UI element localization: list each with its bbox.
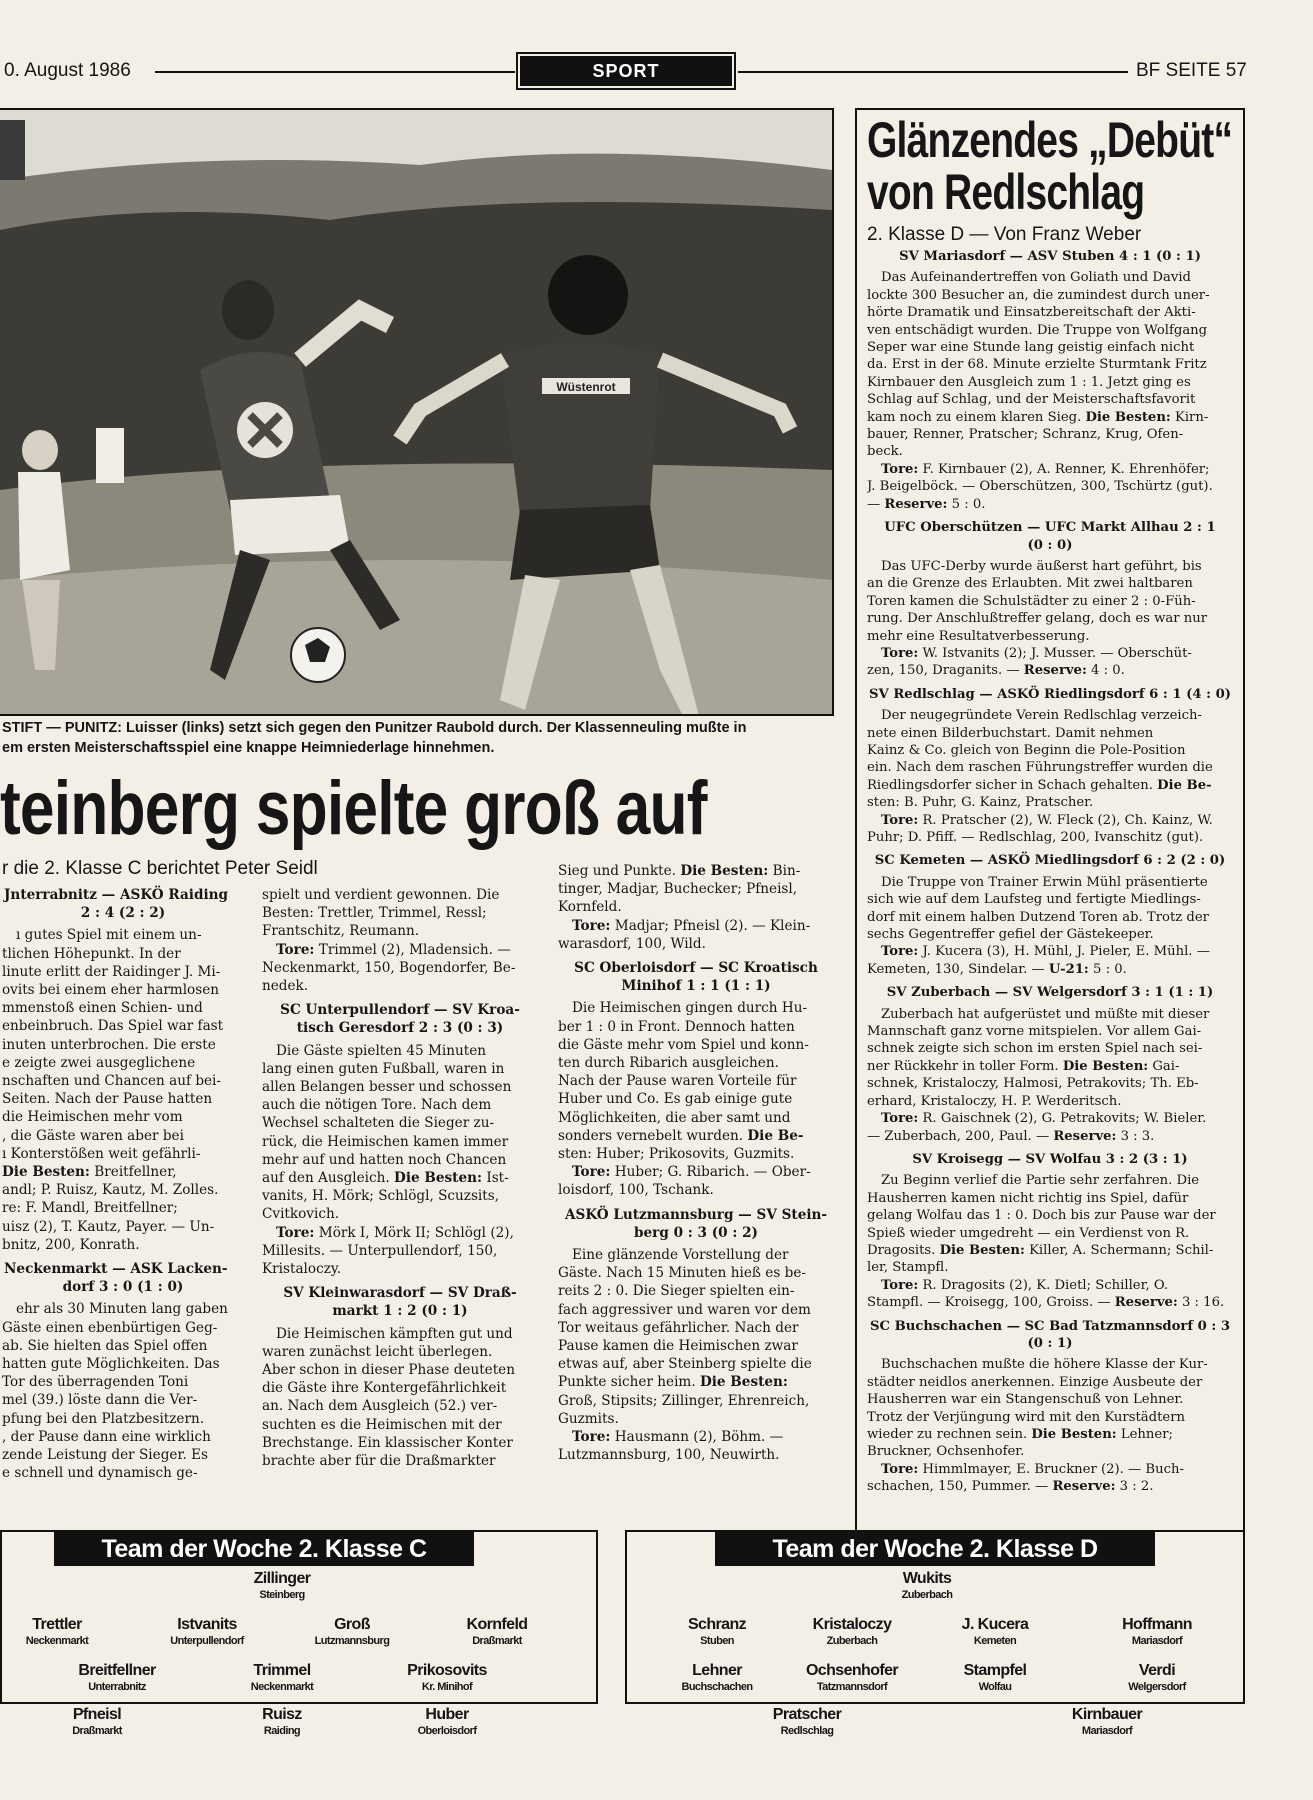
text-line: sonders vernebelt wurden. Die Be- [558, 1127, 804, 1144]
text-line: bnitz, 200, Konrath. [2, 1236, 140, 1253]
text-line: an. Nach dem Ausgleich (52.) ver- [262, 1398, 498, 1415]
text-line: wieder zu rechnen sein. Die Besten: Lehner; [867, 1427, 1173, 1442]
team-player [22, 1706, 172, 1737]
match-report [262, 886, 538, 995]
team-of-week-d [625, 1530, 1245, 1737]
text-line: sten: B. Puhr, G. Kainz, Pratscher. [867, 795, 1094, 811]
text-line: loisdorf, 100, Tschank. [558, 1182, 714, 1199]
text-line: schnek zeigte sich schon im ersten Spiel nach sei- [867, 1041, 1203, 1057]
text-line: lang einen guten Fußball, waren in [262, 1060, 505, 1077]
text-line: — Zuberbach, 200, Paul. — Reserve: 3 : 3. [867, 1128, 1155, 1144]
match-report [867, 874, 1233, 978]
team-of-week-c [0, 1530, 598, 1737]
text-line: allen Belangen besser und schossen [262, 1079, 512, 1096]
article-d-headline [867, 114, 1232, 218]
text-line: ven entschädigt wurden. Die Truppe von Wolfgang [867, 322, 1208, 338]
text-line: Mannschaft ganz vorne mitspielen. Vor allem Gai- [867, 1024, 1202, 1040]
match-heading: Jnterrabnitz — ASKÖ Raiding 2 : 4 (2 : 2) [4, 887, 229, 922]
photo-caption-line2: em ersten Meisterschaftsspiel eine knappe Heimniederlage hinnehmen. [2, 740, 495, 756]
text-line: Tore: J. Kucera (3), H. Mühl, J. Pieler, E. Mühl. — [881, 944, 1210, 960]
text-line: uisz (2), T. Kautz, Payer. — Un- [2, 1218, 215, 1235]
headline-line: Glänzendes „Debüt“ [867, 112, 1233, 168]
text-line: kam noch zu einem klaren Sieg. Die Besten: Kirn- [867, 409, 1209, 425]
text-line: Punkte sicher heim. Die Besten: [558, 1374, 788, 1391]
text-line: Millesits. — Unterpullendorf, 150, [262, 1242, 498, 1259]
match-report [867, 707, 1233, 846]
text-line: Tore: R. Pratscher (2), W. Fleck (2), Ch. Kainz, W. [881, 812, 1213, 828]
text-line: Cvitkovich. [262, 1206, 340, 1223]
text-line: Eine glänzende Vorstellung der [572, 1247, 789, 1264]
text-line: Spieß wieder umgedreht — ein Verdienst von R. [867, 1225, 1190, 1241]
text-line: ehr als 30 Minuten lang gaben [16, 1301, 228, 1318]
header-rule-right [738, 71, 1128, 73]
text-line: Dragosits. Die Besten: Killer, A. Schermann; Schil- [867, 1242, 1214, 1258]
text-line: Toren kamen die Schulstädter zu einer 2 : 0-Füh- [867, 593, 1196, 609]
player-club: Stuben [700, 1635, 734, 1647]
text-line: Guzmits. [558, 1410, 619, 1427]
team-player [372, 1662, 522, 1693]
team-player [277, 1616, 427, 1647]
text-line: Die Besten: Breitfellner, [2, 1164, 177, 1181]
text-line: ber 1 : 0 in Front. Dennoch hatten [558, 1018, 795, 1035]
text-line: Trotz der Verjüngung wird mit den Kurstädtern [867, 1409, 1185, 1425]
match-heading: SV Redlschlag — ASKÖ Riedlingsdorf 6 : 1 (4 : 0) [869, 686, 1231, 702]
text-line: Möglichkeiten, die aber samt und [558, 1109, 791, 1126]
text-line: Tore: W. Istvanits (2); J. Musser. — Oberschüt- [881, 645, 1192, 661]
team-player [207, 1662, 357, 1693]
headline-line: von Redlschlag [867, 164, 1145, 220]
player-club: Unterrabnitz [88, 1681, 146, 1693]
match-report [262, 1042, 538, 1279]
match-heading: SC Unterpullendorf — SV Kroa- tisch Geresdorf 2 : 3 (0 : 3) [280, 1002, 520, 1037]
text-line: Hausherren war ein Stangenschuß von Lehner. [867, 1392, 1184, 1408]
text-line: pfung bei den Platzbesitzern. [2, 1410, 205, 1427]
text-line: da. Erst in der 68. Minute erzielte Sturmtank Fritz [867, 357, 1207, 373]
player-club: Draßmarkt [472, 1635, 522, 1647]
player-club: Tatzmannsdorf [816, 1681, 888, 1693]
player-name: J. Kucera [961, 1616, 1029, 1633]
text-line: nschaften und Chancen auf bei- [2, 1073, 222, 1090]
player-name: Wukits [902, 1570, 952, 1587]
team-player [42, 1662, 192, 1693]
text-line: Schlag auf Schlag, und der Meisterschaftsfavorit [867, 392, 1196, 408]
text-line: auch die nötigen Tore. Nach dem [262, 1097, 492, 1114]
text-line: Tore: R. Dragosits (2), K. Dietl; Schiller, O. [881, 1277, 1169, 1293]
text-line: Die Heimischen kämpften gut und [276, 1325, 513, 1342]
match-heading: ASKÖ Lutzmannsburg — SV Stein- berg 0 : 3 (0 : 2) [564, 1206, 828, 1241]
player-name: Lehner [692, 1662, 742, 1679]
text-line: Kemeten, 130, Sindelar. — U-21: 5 : 0. [867, 961, 1127, 977]
text-line: sten: Huber; Prikosovits, Guzmits. [558, 1146, 795, 1163]
text-line: Kristaloczy. [262, 1261, 342, 1278]
text-line: ein. Nach dem raschen Führungstreffer wurden die [867, 760, 1213, 776]
text-line: re: F. Mandl, Breitfellner; [2, 1200, 178, 1217]
match-report [558, 1246, 834, 1464]
text-line: ovits bei einem eher harmlosen [2, 982, 220, 999]
match-report [2, 1300, 242, 1482]
text-line: suchten es die Heimischen mit der [262, 1416, 502, 1433]
text-line: ner Rückkehr in toller Form. Die Besten: Gai- [867, 1058, 1180, 1074]
text-line: Der neugegründete Verein Redlschlag verzeich- [881, 708, 1202, 724]
text-line: mel (39.) löste dann die Ver- [2, 1392, 198, 1409]
player-name: Kristaloczy [812, 1616, 892, 1633]
text-line: , der Pause dann eine wirklich [2, 1428, 211, 1445]
text-line: brachte aber für die Draßmarkter [262, 1453, 496, 1470]
text-line: Kirnbauer den Ausgleich zum 1 : 1. Jetzt ging es [867, 374, 1191, 390]
player-club: Zuberbach [901, 1589, 953, 1601]
text-line: , die Gäste waren aber bei [2, 1127, 184, 1144]
text-line: e schnell und dynamisch ge- [2, 1465, 198, 1482]
text-line: Die Truppe von Trainer Erwin Mühl präsentierte [881, 874, 1208, 890]
text-line: vanits, H. Mörk; Schlögl, Scuzsits, [262, 1188, 500, 1205]
team-player [132, 1616, 282, 1647]
player-club: Redlschlag [780, 1725, 834, 1737]
article-c-column-3 [558, 862, 834, 1465]
page-number: BF SEITE 57 [1136, 60, 1247, 81]
text-line: — Reserve: 5 : 0. [867, 496, 986, 512]
article-d-column [867, 246, 1233, 1496]
match-heading: UFC Oberschützen — UFC Markt Allhau 2 : 1 (0 : 0) [884, 520, 1216, 553]
player-club: Draßmarkt [72, 1725, 122, 1737]
match-report [867, 1172, 1233, 1311]
text-line: Sieg und Punkte. Die Besten: Bin- [558, 863, 801, 879]
text-line: etwas auf, aber Steinberg spielte die [558, 1356, 812, 1373]
text-line: warasdorf, 100, Wild. [558, 935, 706, 952]
match-heading: SV Kleinwarasdorf — SV Draß- markt 1 : 2 (0 : 1) [283, 1285, 517, 1320]
match-heading: SV Zuberbach — SV Welgersdorf 3 : 1 (1 : 1) [886, 985, 1214, 1001]
player-club: Oberloisdorf [417, 1725, 477, 1737]
shirt-sponsor: Wüstenrot [556, 380, 616, 394]
text-line: die Gäste ihre Kontergefährlichkeit [262, 1380, 507, 1397]
player-name: Trimmel [253, 1662, 311, 1679]
text-line: mmenstoß einen Schien- und [2, 1000, 203, 1017]
player-name: Stampfel [963, 1662, 1027, 1679]
article-c-headline: teinberg spielte groß auf [0, 766, 707, 851]
text-line: J. Beigelböck. — Oberschützen, 300, Tschürtz (gut). [867, 479, 1213, 495]
text-line: Brechstange. Ein klassischer Konter [262, 1434, 513, 1451]
team-player [372, 1706, 522, 1737]
text-line: Tore: R. Gaischnek (2), G. Petrakovits; W. Bieler. [881, 1111, 1207, 1127]
match-report [558, 862, 834, 953]
header-rule-left [155, 71, 515, 73]
article-c-column-2 [262, 886, 538, 1470]
player-name: Schranz [687, 1616, 747, 1633]
match-report [262, 1325, 538, 1471]
text-line: Tor des überragenden Toni [2, 1374, 189, 1391]
text-line: Kainz & Co. gleich von Beginn die Pole-Position [867, 742, 1186, 758]
text-line: Tore: F. Kirnbauer (2), A. Renner, K. Ehrenhöfer; [881, 461, 1210, 477]
text-line: erhard, Kristaloczy, H. P. Werderitsch. [867, 1093, 1122, 1109]
text-line: dorf mit einem halben Dutzend Toren ab. Trotz der [867, 909, 1209, 925]
player-name: Zillinger [253, 1570, 311, 1587]
team-player [642, 1662, 792, 1693]
text-line: Tore: Huber; G. Ribarich. — Ober- [572, 1164, 811, 1181]
player-club: Steinberg [259, 1589, 305, 1601]
text-line: Huber und Co. Es gab einige gute [558, 1091, 793, 1108]
text-line: Gäste. Nach 15 Minuten hieß es be- [558, 1265, 806, 1282]
match-heading: SC Kemeten — ASKÖ Miedlingsdorf 6 : 2 (2 : 0) [874, 853, 1226, 869]
player-club: Raiding [263, 1725, 301, 1737]
player-club: Kr. Minihof [421, 1681, 473, 1693]
text-line: Groß, Stipsits; Zillinger, Ehrenreich, [558, 1392, 810, 1409]
text-line: bauer, Renner, Pratscher; Schranz, Krug, Ofen- [867, 427, 1184, 443]
match-report [867, 1006, 1233, 1145]
match-report [867, 269, 1233, 513]
text-line: Bruckner, Ochsenhofer. [867, 1444, 1025, 1460]
player-name: Pratscher [772, 1706, 842, 1723]
text-line: die Heimischen mehr vom [2, 1109, 183, 1126]
team-player [642, 1616, 792, 1647]
player-club: Mariasdorf [1131, 1635, 1183, 1647]
match-heading: SV Mariasdorf — ASV Stuben 4 : 1 (0 : 1) [899, 249, 1201, 264]
match-photo [0, 108, 834, 716]
soccer-players-image [0, 110, 832, 714]
team-player [1032, 1706, 1182, 1737]
text-line: tinger, Madjar, Buchecker; Pfneisl, [558, 881, 798, 898]
text-line: Die Gäste spielten 45 Minuten [276, 1042, 487, 1059]
text-line: Das UFC-Derby wurde äußerst hart geführt, bis [881, 558, 1202, 574]
match-heading: Neckenmarkt — ASK Lacken- dorf 3 : 0 (1 : 0) [4, 1261, 228, 1296]
text-line: städter neidlos anerkennen. Einzige Ausbeute der [867, 1374, 1203, 1390]
player-club: Neckenmarkt [250, 1681, 314, 1693]
match-report [2, 926, 242, 1254]
text-line: Seper war eine Stunde lang geistig einfach nicht [867, 340, 1195, 356]
text-line: Tore: Mörk I, Mörk II; Schlögl (2), [276, 1224, 514, 1241]
text-line: sechs Gegentreffer gefiel der Gästekeeper. [867, 927, 1154, 943]
player-club: Zuberbach [826, 1635, 878, 1647]
article-d-box [855, 108, 1245, 1622]
text-line: auf den Ausgleich. Die Besten: Ist- [262, 1170, 509, 1187]
text-line: Zuberbach hat aufgerüstet und müßte mit dieser [881, 1006, 1210, 1022]
team-player [852, 1570, 1002, 1601]
text-line: beck. [867, 444, 903, 460]
text-line: ab. Sie hielten das Spiel offen [2, 1337, 208, 1354]
text-line: zen, 150, Draganits. — Reserve: 4 : 0. [867, 663, 1125, 679]
text-line: linute erlitt der Raidinger J. Mi- [2, 963, 221, 980]
player-name: Prikosovits [407, 1662, 487, 1679]
player-name: Trettler [32, 1616, 82, 1633]
player-name: Groß [334, 1616, 370, 1633]
text-line: lockte 300 Besucher an, die zumindest durch uner- [867, 287, 1210, 303]
text-line: andl; P. Ruisz, Kautz, M. Zolles. [2, 1182, 219, 1199]
team-player [207, 1570, 357, 1601]
text-line: inuten unterbrochen. Die erste [2, 1036, 216, 1053]
section-label: SPORT [520, 56, 732, 86]
text-line: an die Grenze des Erlaubten. Mit zwei haltbaren [867, 576, 1193, 592]
text-line: tlichen Höhepunkt. In der [2, 945, 181, 962]
player-name: Kirnbauer [1071, 1706, 1143, 1723]
article-c-deck: r die 2. Klasse C berichtet Peter Seidl [2, 858, 318, 879]
team-player [422, 1616, 572, 1647]
team-player [0, 1616, 132, 1647]
team-player [777, 1662, 927, 1693]
player-name: Verdi [1138, 1662, 1176, 1679]
text-line: nete einen Bilderbuchstart. Damit nehmen [867, 725, 1154, 741]
match-report [558, 999, 834, 1199]
text-line: Besten: Trettler, Trimmel, Ressl; [262, 905, 487, 922]
player-club: Lutzmannsburg [314, 1635, 390, 1647]
team-d-title: Team der Woche 2. Klasse D [715, 1532, 1155, 1566]
text-line: Tore: Himmlmayer, E. Bruckner (2). — Buch- [881, 1461, 1184, 1477]
text-line: hatten gute Möglichkeiten. Das [2, 1356, 220, 1373]
text-line: Zu Beginn verlief die Partie sehr zerfahren. Die [881, 1173, 1200, 1189]
player-name: Breitfellner [78, 1662, 156, 1679]
team-player [207, 1706, 357, 1737]
text-line: Tore: Trimmel (2), Mladensich. — [276, 941, 511, 958]
text-line: waren zunächst leicht überlegen. [262, 1343, 493, 1360]
player-name: Ruisz [262, 1706, 302, 1723]
player-name: Kornfeld [466, 1616, 528, 1633]
text-line: mehr eine Resultatverbesserung. [867, 628, 1090, 644]
text-line: Pause kamen die Heimischen zwar [558, 1338, 798, 1355]
text-line: die Gäste mehr vom Spiel und konn- [558, 1036, 809, 1053]
text-line: Aber schon in dieser Phase deuteten [262, 1362, 515, 1379]
text-line: enbeinbruch. Das Spiel war fast [2, 1018, 224, 1035]
article-c-column-1 [2, 886, 242, 1483]
text-line: Hausherren kamen nicht richtig ins Spiel, dafür [867, 1190, 1189, 1206]
text-line: fach aggressiver und waren vor dem [558, 1301, 811, 1318]
text-line: Lutzmannsburg, 100, Neuwirth. [558, 1447, 780, 1464]
text-line: ler, Stampfl. [867, 1260, 949, 1276]
match-report [867, 558, 1233, 680]
player-club: Buchschachen [681, 1681, 753, 1693]
text-line: Gäste einen ebenbürtigen Geg- [2, 1319, 218, 1336]
text-line: gelang Wolfau das 1 : 0. Doch bis zur Pause war der [867, 1208, 1216, 1224]
text-line: Puhr; D. Pfiff. — Redlschlag, 200, Ivanschitz (gut). [867, 830, 1204, 845]
text-line: reits 2 : 0. Die Sieger spielten ein- [558, 1283, 795, 1300]
text-line: Das Aufeinandertreffen von Goliath und David [881, 270, 1191, 286]
text-line: ten durch Ribarich ausgleichen. [558, 1055, 779, 1072]
issue-date: 0. August 1986 [4, 60, 131, 81]
match-report [867, 1356, 1233, 1495]
text-line: e zeigte zwei ausgeglichene [2, 1054, 196, 1071]
player-club: Wolfau [978, 1681, 1012, 1693]
text-line: Kornfeld. [558, 899, 622, 916]
text-line: Tor weitaus gefährlicher. Nach der [558, 1319, 799, 1336]
player-club: Mariasdorf [1081, 1725, 1133, 1737]
player-club: Neckenmarkt [25, 1635, 89, 1647]
text-line: Seiten. Nach der Pause hatten [2, 1091, 213, 1108]
text-line: hörte Dramatik und Einsatzbereitschaft der Akti- [867, 305, 1196, 321]
player-name: Istvanits [177, 1616, 237, 1633]
text-line: schnek, Kristaloczy, Halmosi, Petrakovits; Th. Eb- [867, 1076, 1199, 1092]
text-line: ı gutes Spiel mit einem un- [16, 927, 202, 944]
text-line: mehr auf und hatten noch Chancen [262, 1151, 507, 1168]
player-name: Hoffmann [1122, 1616, 1192, 1633]
text-line: Riedlingsdorfer sicher in Schach gehalten. Die Be- [867, 777, 1212, 793]
text-line: Stampfl. — Kroisegg, 100, Groiss. — Reserve: 3 : 16. [867, 1295, 1225, 1311]
player-club: Welgersdorf [1128, 1681, 1186, 1693]
team-c-title: Team der Woche 2. Klasse C [54, 1532, 474, 1566]
match-heading: SC Buchschachen — SC Bad Tatzmannsdorf 0 : 3 (0 : 1) [869, 1318, 1231, 1351]
player-name: Huber [425, 1706, 469, 1723]
team-player [732, 1706, 882, 1737]
text-line: Tore: Madjar; Pfneisl (2). — Klein- [572, 917, 811, 934]
text-line: nedek. [262, 978, 309, 995]
team-player [920, 1662, 1070, 1693]
photo-caption-line1: STIFT — PUNITZ: Luisser (links) setzt sich gegen den Punitzer Raubold durch. Der Klassenneuling mußte in [2, 720, 747, 736]
team-player [920, 1616, 1070, 1647]
text-line: ı Konterstößen weit gefährli- [2, 1145, 201, 1162]
team-player [1082, 1662, 1232, 1693]
match-heading: SC Oberloisdorf — SC Kroatisch Minihof 1 : 1 (1 : 1) [574, 960, 818, 995]
text-line: Wechsel schalteten die Sieger zu- [262, 1115, 495, 1132]
text-line: rück, die Heimischen kamen immer [262, 1133, 509, 1150]
article-d-deck: 2. Klasse D — Von Franz Weber [867, 224, 1142, 245]
team-player [1082, 1616, 1232, 1647]
text-line: Neckenmarkt, 150, Bogendorfer, Be- [262, 959, 516, 976]
player-name: Ochsenhofer [805, 1662, 899, 1679]
text-line: schachen, 150, Pummer. — Reserve: 3 : 2. [867, 1479, 1154, 1495]
text-line: Frantschitz, Reumann. [262, 923, 420, 940]
text-line: Buchschachen mußte die höhere Klasse der Kur- [881, 1357, 1208, 1373]
text-line: rung. Der Anschlußtreffer gelang, doch es war nur [867, 611, 1208, 627]
text-line: zende Leistung der Sieger. Es [2, 1447, 208, 1464]
player-name: Pfneisl [72, 1706, 122, 1723]
team-player [777, 1616, 927, 1647]
text-line: Nach der Pause waren Vorteile für [558, 1073, 797, 1090]
text-line: spielt und verdient gewonnen. Die [262, 887, 500, 903]
text-line: Tore: Hausmann (2), Böhm. — [572, 1429, 784, 1446]
text-line: Die Heimischen gingen durch Hu- [572, 1000, 808, 1017]
player-club: Kemeten [973, 1635, 1017, 1647]
match-heading: SV Kroisegg — SV Wolfau 3 : 2 (3 : 1) [912, 1151, 1188, 1167]
player-club: Unterpullendorf [170, 1635, 244, 1647]
text-line: sich wie auf dem Laufsteg und fertigte Miedlings- [867, 892, 1201, 908]
